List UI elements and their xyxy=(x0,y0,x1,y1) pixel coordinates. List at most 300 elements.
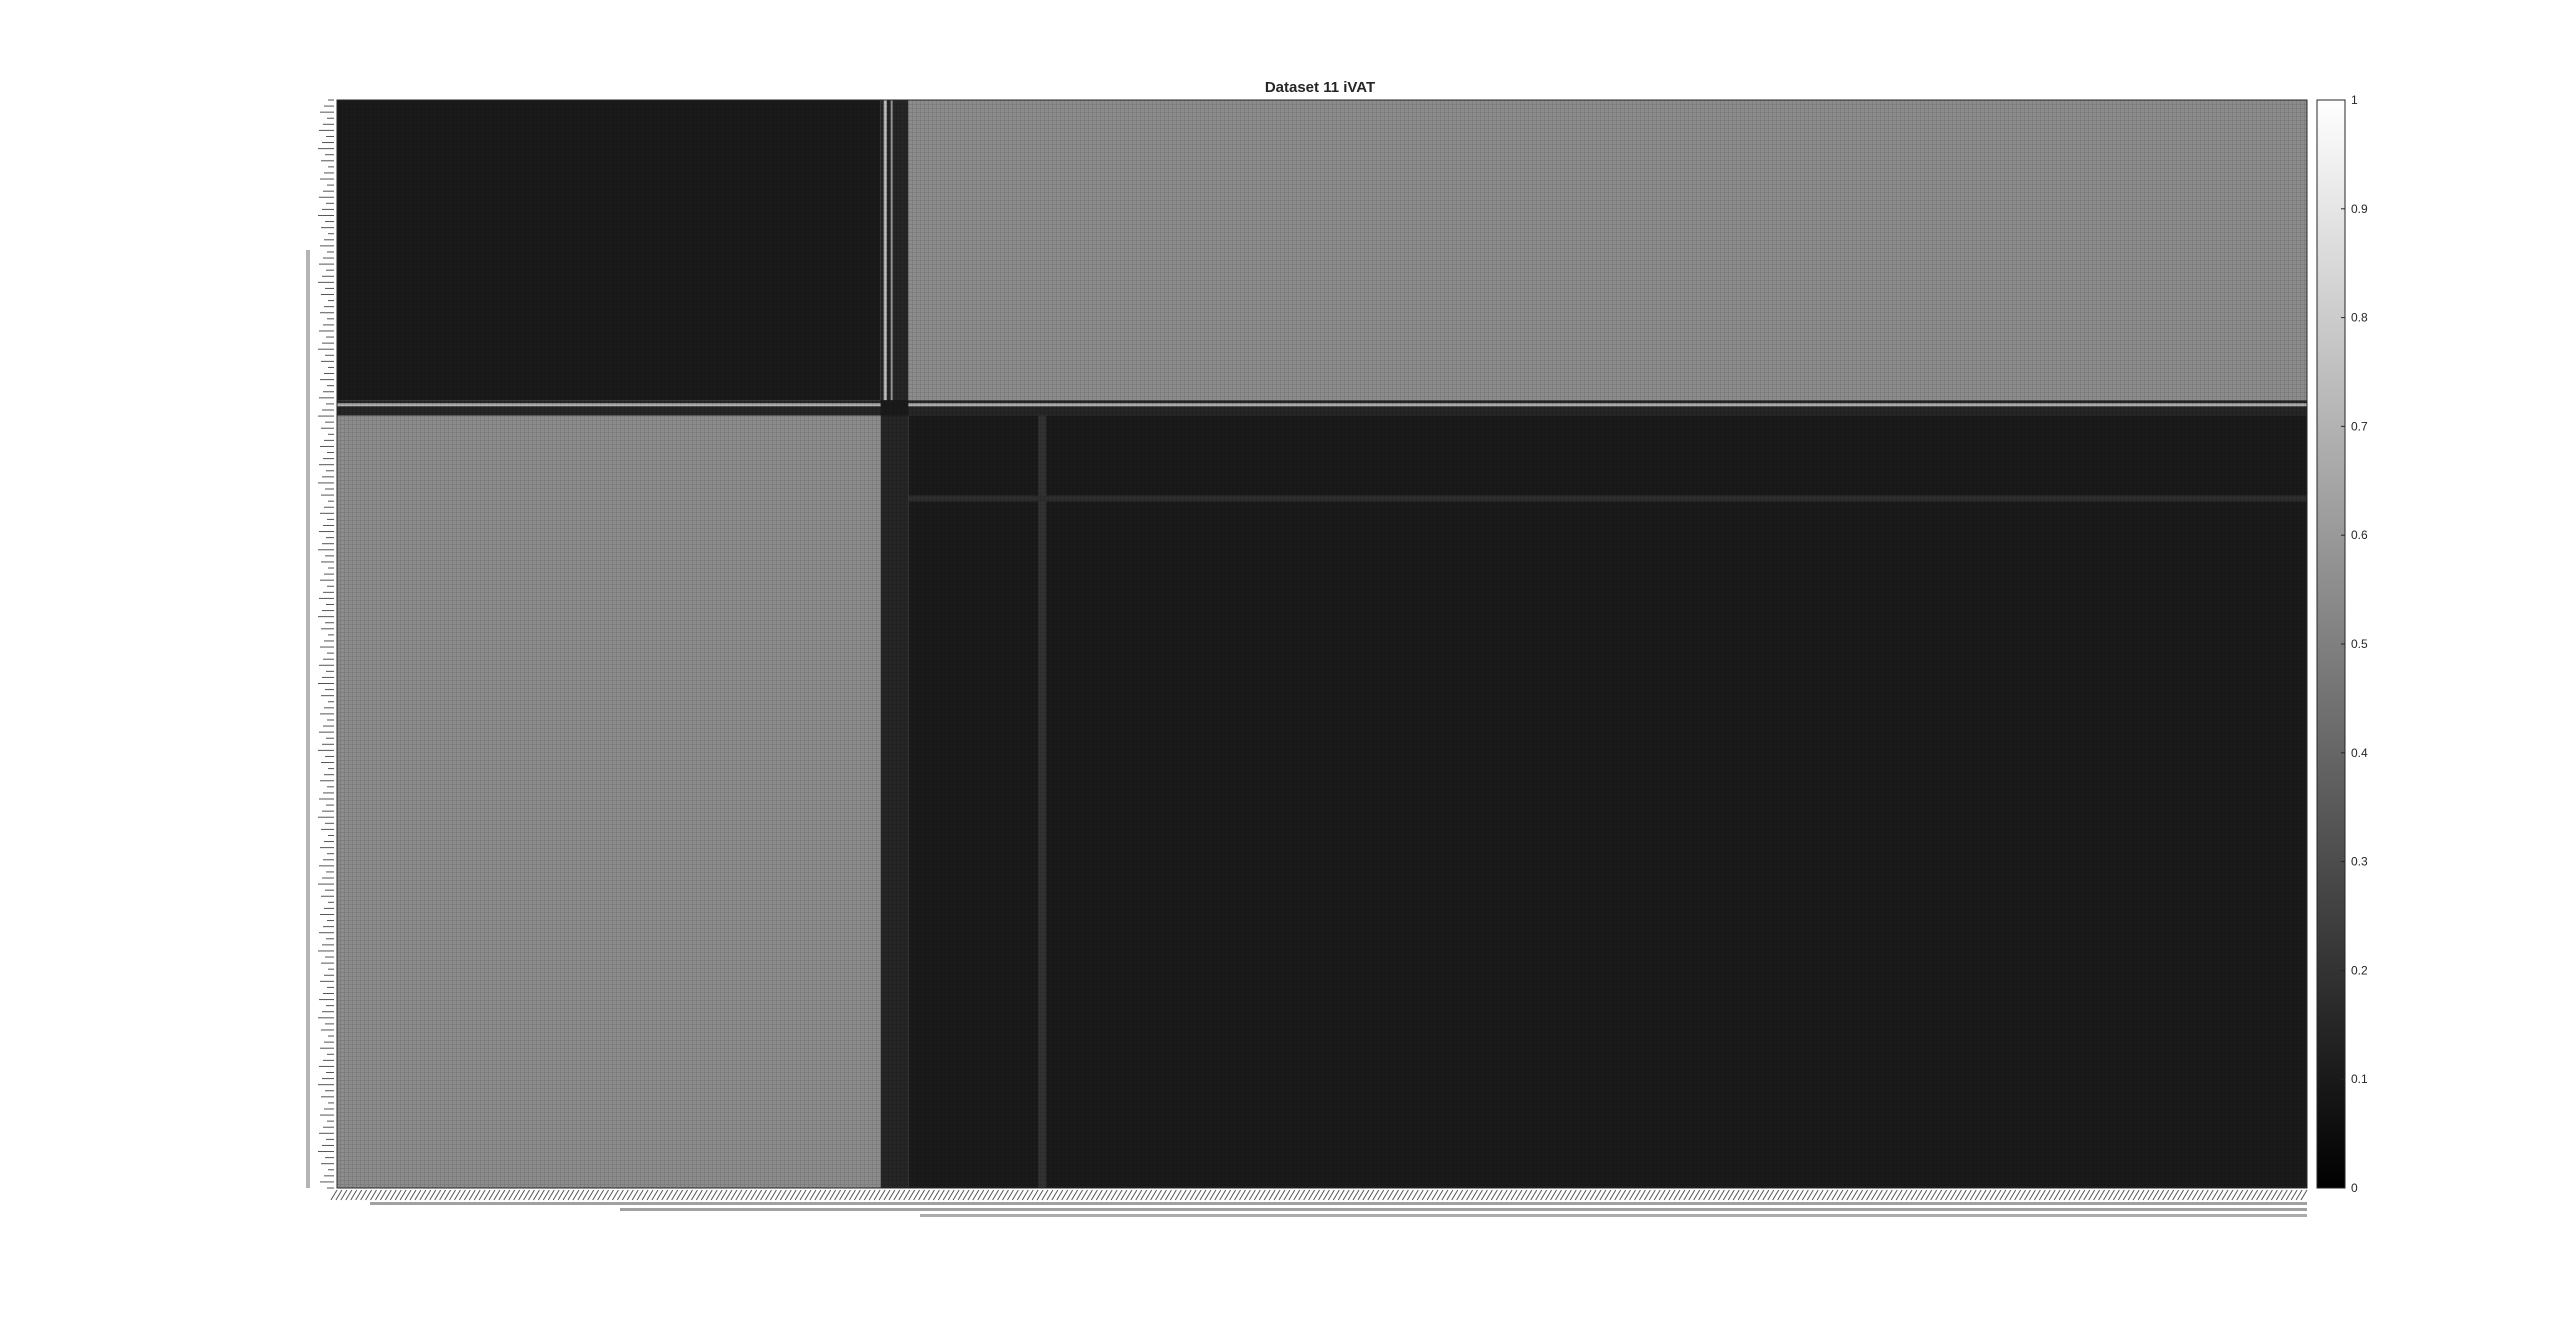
x-tick xyxy=(889,1190,895,1200)
x-tick xyxy=(1235,1190,1241,1200)
x-tick xyxy=(731,1190,737,1200)
x-tick xyxy=(1047,1190,1053,1200)
x-tick xyxy=(864,1190,870,1200)
x-tick xyxy=(2148,1190,2154,1200)
x-tick xyxy=(2054,1190,2060,1200)
x-tick xyxy=(331,1190,337,1200)
x-tick xyxy=(346,1190,352,1200)
x-tick xyxy=(1906,1190,1912,1200)
x-tick xyxy=(2266,1190,2272,1200)
x-tick xyxy=(652,1190,658,1200)
colorbar-tick-label: 0 xyxy=(2351,1181,2358,1195)
x-tick xyxy=(726,1190,732,1200)
x-tick xyxy=(1946,1190,1952,1200)
colorbar-tick-label: 0.3 xyxy=(2351,854,2368,869)
x-tick xyxy=(425,1190,431,1200)
x-tick xyxy=(1511,1190,1517,1200)
colorbar-tick-label: 0.7 xyxy=(2351,419,2368,434)
x-tick xyxy=(1679,1190,1685,1200)
x-tick xyxy=(736,1190,742,1200)
x-tick xyxy=(543,1190,549,1200)
x-tick xyxy=(1318,1190,1324,1200)
colorbar-tick-label: 0.1 xyxy=(2351,1072,2368,1087)
x-tick xyxy=(958,1190,964,1200)
x-tick xyxy=(993,1190,999,1200)
x-tick xyxy=(746,1190,752,1200)
x-tick xyxy=(1156,1190,1162,1200)
x-tick xyxy=(1333,1190,1339,1200)
x-tick xyxy=(1432,1190,1438,1200)
x-tick xyxy=(805,1190,811,1200)
x-tick xyxy=(1526,1190,1532,1200)
x-tick xyxy=(1141,1190,1147,1200)
x-tick xyxy=(2069,1190,2075,1200)
x-tick xyxy=(1565,1190,1571,1200)
x-tick xyxy=(751,1190,757,1200)
x-tick xyxy=(1496,1190,1502,1200)
x-tick xyxy=(361,1190,367,1200)
x-tick xyxy=(1674,1190,1680,1200)
x-tick xyxy=(2025,1190,2031,1200)
x-tick xyxy=(1960,1190,1966,1200)
x-tick xyxy=(2015,1190,2021,1200)
x-tick xyxy=(1121,1190,1127,1200)
x-tick xyxy=(1417,1190,1423,1200)
x-tick xyxy=(370,1190,376,1200)
x-tick xyxy=(484,1190,490,1200)
x-tick xyxy=(953,1190,959,1200)
x-tick xyxy=(1279,1190,1285,1200)
x-tick xyxy=(1649,1190,1655,1200)
x-tick xyxy=(1274,1190,1280,1200)
x-tick xyxy=(2133,1190,2139,1200)
x-tick xyxy=(1694,1190,1700,1200)
x-tick xyxy=(948,1190,954,1200)
x-tick xyxy=(1630,1190,1636,1200)
colorbar xyxy=(2317,93,2368,1195)
x-tick xyxy=(395,1190,401,1200)
x-tick xyxy=(1797,1190,1803,1200)
x-tick xyxy=(1950,1190,1956,1200)
x-tick xyxy=(1788,1190,1794,1200)
x-tick xyxy=(761,1190,767,1200)
x-tick xyxy=(1615,1190,1621,1200)
x-tick xyxy=(415,1190,421,1200)
x-tick xyxy=(1136,1190,1142,1200)
x-tick xyxy=(2029,1190,2035,1200)
x-tick xyxy=(1249,1190,1255,1200)
x-tick xyxy=(756,1190,762,1200)
x-tick xyxy=(1175,1190,1181,1200)
x-tick xyxy=(1378,1190,1384,1200)
x-tick xyxy=(1827,1190,1833,1200)
x-tick xyxy=(1990,1190,1996,1200)
x-tick xyxy=(1467,1190,1473,1200)
x-tick xyxy=(1931,1190,1937,1200)
x-tick xyxy=(968,1190,974,1200)
x-tick xyxy=(1160,1190,1166,1200)
x-tick xyxy=(400,1190,406,1200)
x-tick xyxy=(1131,1190,1137,1200)
x-tick xyxy=(2252,1190,2258,1200)
x-tick xyxy=(859,1190,865,1200)
x-tick xyxy=(2197,1190,2203,1200)
x-tick xyxy=(1936,1190,1942,1200)
x-tick xyxy=(1753,1190,1759,1200)
x-tick xyxy=(2217,1190,2223,1200)
x-tick xyxy=(1215,1190,1221,1200)
x-tick xyxy=(1170,1190,1176,1200)
x-tick xyxy=(879,1190,885,1200)
colorbar-tick-label: 0.4 xyxy=(2351,745,2368,760)
x-tick xyxy=(1718,1190,1724,1200)
x-tick xyxy=(1837,1190,1843,1200)
x-tick xyxy=(583,1190,589,1200)
x-tick xyxy=(1146,1190,1152,1200)
x-tick xyxy=(420,1190,426,1200)
x-tick xyxy=(1012,1190,1018,1200)
x-tick xyxy=(874,1190,880,1200)
x-tick xyxy=(1763,1190,1769,1200)
x-tick xyxy=(2247,1190,2253,1200)
x-tick xyxy=(2242,1190,2248,1200)
x-tick xyxy=(1965,1190,1971,1200)
x-tick xyxy=(1852,1190,1858,1200)
x-tick xyxy=(1541,1190,1547,1200)
x-tick xyxy=(524,1190,530,1200)
x-tick xyxy=(1072,1190,1078,1200)
x-tick xyxy=(1007,1190,1013,1200)
x-tick xyxy=(2049,1190,2055,1200)
x-tick xyxy=(445,1190,451,1200)
x-tick xyxy=(538,1190,544,1200)
x-tick xyxy=(998,1190,1004,1200)
x-tick xyxy=(1817,1190,1823,1200)
x-tick xyxy=(1264,1190,1270,1200)
x-tick xyxy=(1862,1190,1868,1200)
x-tick xyxy=(2232,1190,2238,1200)
x-tick xyxy=(593,1190,599,1200)
x-tick xyxy=(1891,1190,1897,1200)
x-tick xyxy=(2059,1190,2065,1200)
x-tick xyxy=(1684,1190,1690,1200)
x-tick xyxy=(454,1190,460,1200)
x-tick xyxy=(2192,1190,2198,1200)
x-tick xyxy=(1220,1190,1226,1200)
x-tick xyxy=(366,1190,372,1200)
x-tick xyxy=(1116,1190,1122,1200)
x-tick xyxy=(706,1190,712,1200)
x-tick xyxy=(1269,1190,1275,1200)
chart-title: Dataset 11 iVAT xyxy=(1264,79,1376,96)
x-tick xyxy=(2207,1190,2213,1200)
x-tick xyxy=(1792,1190,1798,1200)
x-tick xyxy=(1314,1190,1320,1200)
x-tick xyxy=(1452,1190,1458,1200)
x-tick xyxy=(1546,1190,1552,1200)
x-tick xyxy=(691,1190,697,1200)
x-tick xyxy=(1901,1190,1907,1200)
x-tick xyxy=(904,1190,910,1200)
x-tick xyxy=(1975,1190,1981,1200)
x-tick xyxy=(2257,1190,2263,1200)
x-tick xyxy=(1580,1190,1586,1200)
x-tick xyxy=(1768,1190,1774,1200)
x-tick xyxy=(1383,1190,1389,1200)
x-tick xyxy=(499,1190,505,1200)
x-tick xyxy=(2291,1190,2297,1200)
x-tick xyxy=(2010,1190,2016,1200)
x-tick xyxy=(854,1190,860,1200)
x-tick xyxy=(1689,1190,1695,1200)
x-tick xyxy=(1042,1190,1048,1200)
x-tick xyxy=(637,1190,643,1200)
x-tick xyxy=(2034,1190,2040,1200)
x-tick xyxy=(1669,1190,1675,1200)
x-tick xyxy=(1027,1190,1033,1200)
x-tick xyxy=(1096,1190,1102,1200)
x-tick xyxy=(1886,1190,1892,1200)
x-tick xyxy=(410,1190,416,1200)
x-tick xyxy=(1911,1190,1917,1200)
x-tick xyxy=(785,1190,791,1200)
x-tick xyxy=(1230,1190,1236,1200)
x-tick xyxy=(2153,1190,2159,1200)
x-tick xyxy=(988,1190,994,1200)
x-tick xyxy=(1644,1190,1650,1200)
x-tick xyxy=(1704,1190,1710,1200)
x-tick xyxy=(1244,1190,1250,1200)
x-tick xyxy=(489,1190,495,1200)
x-tick xyxy=(1239,1190,1245,1200)
x-tick xyxy=(1388,1190,1394,1200)
x-tick xyxy=(963,1190,969,1200)
x-tick xyxy=(2276,1190,2282,1200)
x-tick xyxy=(509,1190,515,1200)
x-tick xyxy=(2079,1190,2085,1200)
x-tick xyxy=(800,1190,806,1200)
x-tick xyxy=(1299,1190,1305,1200)
x-tick xyxy=(588,1190,594,1200)
x-tick xyxy=(1812,1190,1818,1200)
x-tick xyxy=(1165,1190,1171,1200)
x-tick xyxy=(2000,1190,2006,1200)
x-tick xyxy=(1412,1190,1418,1200)
x-tick xyxy=(1802,1190,1808,1200)
x-tick xyxy=(519,1190,525,1200)
x-tick xyxy=(770,1190,776,1200)
x-tick xyxy=(573,1190,579,1200)
x-tick xyxy=(1521,1190,1527,1200)
x-tick xyxy=(1501,1190,1507,1200)
x-tick xyxy=(682,1190,688,1200)
x-tick xyxy=(1867,1190,1873,1200)
x-tick xyxy=(2094,1190,2100,1200)
x-tick xyxy=(2187,1190,2193,1200)
x-tick xyxy=(1462,1190,1468,1200)
x-tick xyxy=(563,1190,569,1200)
colorbar-tick-label: 0.8 xyxy=(2351,310,2368,325)
x-tick xyxy=(1738,1190,1744,1200)
x-tick xyxy=(1067,1190,1073,1200)
x-tick xyxy=(1822,1190,1828,1200)
x-tick xyxy=(632,1190,638,1200)
x-tick xyxy=(1995,1190,2001,1200)
colorbar-tick-label: 0.9 xyxy=(2351,201,2368,216)
x-tick xyxy=(1748,1190,1754,1200)
x-tick xyxy=(2138,1190,2144,1200)
x-tick xyxy=(2089,1190,2095,1200)
x-tick xyxy=(1225,1190,1231,1200)
x-tick xyxy=(1205,1190,1211,1200)
x-tick xyxy=(1807,1190,1813,1200)
x-tick xyxy=(1575,1190,1581,1200)
x-tick xyxy=(341,1190,347,1200)
x-tick xyxy=(2296,1190,2302,1200)
x-tick xyxy=(2118,1190,2124,1200)
x-tick xyxy=(919,1190,925,1200)
x-tick xyxy=(1368,1190,1374,1200)
x-tick xyxy=(2183,1190,2189,1200)
x-tick xyxy=(336,1190,342,1200)
x-tick xyxy=(1304,1190,1310,1200)
x-tick xyxy=(1486,1190,1492,1200)
x-tick xyxy=(1842,1190,1848,1200)
x-tick xyxy=(716,1190,722,1200)
x-tick xyxy=(1057,1190,1063,1200)
x-tick xyxy=(1254,1190,1260,1200)
x-tick xyxy=(1713,1190,1719,1200)
x-tick xyxy=(1778,1190,1784,1200)
x-tick xyxy=(721,1190,727,1200)
x-tick xyxy=(459,1190,465,1200)
x-tick xyxy=(1180,1190,1186,1200)
x-tick xyxy=(815,1190,821,1200)
grid-overlay xyxy=(337,100,2307,1188)
x-tick xyxy=(1605,1190,1611,1200)
x-tick xyxy=(440,1190,446,1200)
x-tick xyxy=(2044,1190,2050,1200)
x-tick xyxy=(1106,1190,1112,1200)
x-tick xyxy=(933,1190,939,1200)
x-tick xyxy=(1086,1190,1092,1200)
x-tick xyxy=(1857,1190,1863,1200)
x-tick xyxy=(1091,1190,1097,1200)
x-tick-labels-row-2 xyxy=(620,1208,2307,1211)
x-tick xyxy=(780,1190,786,1200)
x-tick xyxy=(1190,1190,1196,1200)
x-tick xyxy=(1506,1190,1512,1200)
x-tick xyxy=(1037,1190,1043,1200)
x-tick xyxy=(380,1190,386,1200)
colorbar-tick-label: 0.5 xyxy=(2351,637,2368,651)
x-tick xyxy=(2178,1190,2184,1200)
x-tick xyxy=(1348,1190,1354,1200)
y-tick-labels xyxy=(306,100,334,1188)
x-tick xyxy=(696,1190,702,1200)
x-tick xyxy=(894,1190,900,1200)
x-tick xyxy=(1427,1190,1433,1200)
x-tick xyxy=(1980,1190,1986,1200)
x-tick xyxy=(1876,1190,1882,1200)
x-tick xyxy=(938,1190,944,1200)
x-tick xyxy=(469,1190,475,1200)
x-tick xyxy=(494,1190,500,1200)
x-tick xyxy=(430,1190,436,1200)
x-tick xyxy=(677,1190,683,1200)
x-tick xyxy=(1733,1190,1739,1200)
x-tick xyxy=(1437,1190,1443,1200)
x-tick xyxy=(2128,1190,2134,1200)
x-tick xyxy=(1970,1190,1976,1200)
x-tick xyxy=(844,1190,850,1200)
x-tick xyxy=(1600,1190,1606,1200)
x-tick xyxy=(1032,1190,1038,1200)
x-tick xyxy=(1185,1190,1191,1200)
x-tick xyxy=(2212,1190,2218,1200)
x-tick xyxy=(1921,1190,1927,1200)
x-tick xyxy=(1338,1190,1344,1200)
x-tick xyxy=(1101,1190,1107,1200)
x-tick xyxy=(1896,1190,1902,1200)
x-tick xyxy=(1570,1190,1576,1200)
x-tick xyxy=(1551,1190,1557,1200)
x-tick xyxy=(1585,1190,1591,1200)
x-tick xyxy=(1871,1190,1877,1200)
x-tick xyxy=(2163,1190,2169,1200)
x-tick-labels-row-3 xyxy=(920,1214,2307,1217)
x-tick xyxy=(1881,1190,1887,1200)
x-tick xyxy=(667,1190,673,1200)
x-tick xyxy=(1328,1190,1334,1200)
x-tick xyxy=(2227,1190,2233,1200)
x-tick xyxy=(1832,1190,1838,1200)
x-tick xyxy=(405,1190,411,1200)
x-tick xyxy=(1442,1190,1448,1200)
x-tick xyxy=(914,1190,920,1200)
x-tick xyxy=(1294,1190,1300,1200)
x-tick xyxy=(943,1190,949,1200)
x-tick xyxy=(1402,1190,1408,1200)
x-tick xyxy=(869,1190,875,1200)
x-tick xyxy=(553,1190,559,1200)
x-tick xyxy=(385,1190,391,1200)
x-tick xyxy=(909,1190,915,1200)
x-tick xyxy=(1077,1190,1083,1200)
x-tick xyxy=(2099,1190,2105,1200)
x-tick xyxy=(1358,1190,1364,1200)
x-tick xyxy=(558,1190,564,1200)
x-tick xyxy=(2222,1190,2228,1200)
x-tick xyxy=(923,1190,929,1200)
x-tick xyxy=(1916,1190,1922,1200)
x-tick xyxy=(1017,1190,1023,1200)
x-tick xyxy=(2168,1190,2174,1200)
x-tick xyxy=(1200,1190,1206,1200)
x-tick xyxy=(1709,1190,1715,1200)
x-tick xyxy=(1259,1190,1265,1200)
x-tick xyxy=(1664,1190,1670,1200)
x-tick xyxy=(741,1190,747,1200)
x-tick xyxy=(1555,1190,1561,1200)
x-tick xyxy=(1531,1190,1537,1200)
y-tick-labels-block xyxy=(306,250,310,1188)
x-tick xyxy=(835,1190,841,1200)
x-tick xyxy=(1639,1190,1645,1200)
x-tick xyxy=(2064,1190,2070,1200)
x-tick xyxy=(1363,1190,1369,1200)
x-tick xyxy=(449,1190,455,1200)
